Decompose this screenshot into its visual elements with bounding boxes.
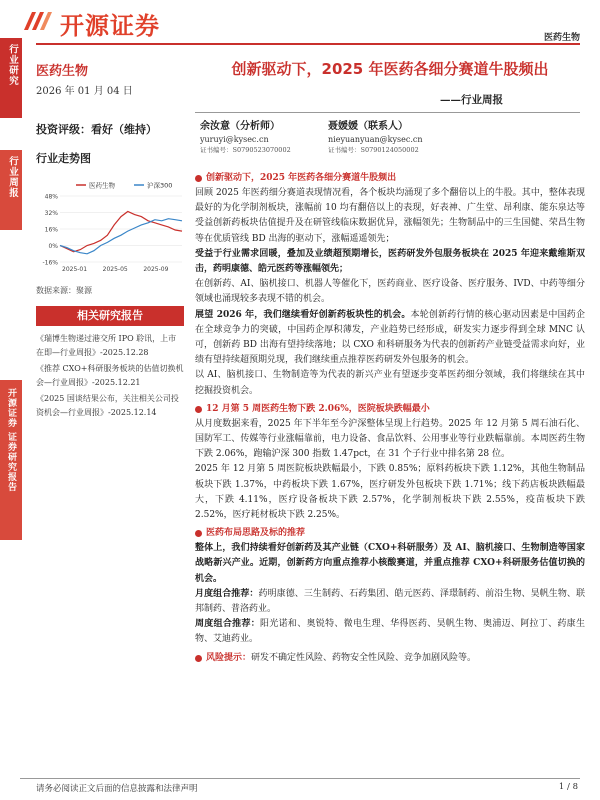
related-report-link[interactable]: 《推荐 CXO+科研服务板块的估值切换机会—行业周报》-2025.12.21 — [36, 364, 184, 387]
analyst-card — [328, 120, 423, 156]
report-title: 创新驱动下，2025 年医药各细分赛道牛股频出 — [231, 60, 549, 78]
analyst-name: 聂媛媛（联系人） — [328, 121, 408, 132]
data-source: 数据来源：聚源 — [36, 286, 92, 295]
side-strip-middle-label: 行业周报 — [7, 156, 18, 198]
body-paragraph — [195, 277, 585, 307]
investment-rating: 投资评级：看好（维持） — [36, 123, 157, 136]
analyst-cert: 证书编号：S0790523070002 — [200, 146, 291, 154]
y-tick-label: 32% — [44, 210, 58, 217]
sector-name: 医药生物 — [36, 64, 89, 79]
header-section-label: 医药生物 — [543, 33, 580, 43]
paragraph-bold: 展望 2026 年，我们继续看好创新药板块性的机会。 — [195, 309, 411, 320]
legend-label: 沪深300 — [147, 181, 173, 190]
related-report-link[interactable]: 《2025 国谈结果公布，关注相关公司投资机会—行业周报》-2025.12.14 — [36, 394, 179, 417]
y-tick-label: 16% — [44, 226, 58, 234]
paragraph-bold: 月度组合推荐： — [195, 588, 259, 599]
footer-divider — [20, 778, 580, 779]
report-body — [195, 168, 585, 666]
body-paragraph — [195, 417, 585, 463]
paragraph-text: 在创新药、AI、脑机接口、机器人等催化下，医药商业、医疗设备、医疗服务、IVD、中药等细分领域也涌现较多表现不错的机会。 — [195, 279, 585, 305]
paragraph-bold: 受益于行业需求回暖，叠加及业绩超预期增长，医药研发外包服务板块在 2025 年迎来戴维斯双击，药明康德、皓元医药等涨幅领先； — [195, 248, 585, 275]
report-subtitle: ——行业周报 — [440, 94, 503, 106]
section-heading-text: 12 月第 5 周医药生物下跌 2.06%，医院板块跌幅最小 — [206, 403, 430, 414]
body-paragraph — [195, 186, 585, 247]
analyst-cert: 证书编号：S0790124050002 — [328, 146, 419, 154]
paragraph-text: 回顾 2025 年医药细分赛道表现情况看，各个板块均涌现了多个翻倍以上的牛股。其中，整体表现最好的为化学制剂板块，涨幅前 10 均有翻倍以上的表现，好表神、广生堂、昂利康、能东泉达等受益创新药板块估值提升及在研管线临床数据优异，涨幅领先；生物制品中的三生国健、荣昌生物等在优质管线 BD 出海的驱动下，涨幅遥遥领先； — [195, 188, 585, 244]
side-strip-middle — [0, 150, 22, 230]
bullet-icon — [195, 655, 202, 662]
paragraph-text: 阳光诺和、奥锐特、微电生理、华得医药、昊帆生物、奥浦迈、阿拉丁、药康生物、艾迪药业。 — [195, 619, 585, 645]
report-date: 2026 年 01 月 04 日 — [36, 86, 133, 97]
section-heading — [195, 526, 585, 541]
related-reports-header: 相关研究报告 — [36, 306, 184, 326]
trend-chart-title: 行业走势图 — [36, 152, 91, 165]
section-heading-text: 医药布局思路及标的推荐 — [206, 528, 306, 539]
y-tick-label: 0% — [48, 243, 58, 250]
series-line — [60, 219, 182, 254]
body-paragraph — [195, 617, 585, 647]
x-tick-label: 2025-05 — [102, 266, 128, 273]
risk-text: 研发不确定性风险、药物安全性风险、竞争加剧风险等。 — [251, 652, 477, 663]
x-tick-label: 2025-01 — [62, 266, 88, 273]
paragraph-bold: 整体上，我们持续看好创新药及其产业链（CXO+科研服务）及 AI、脑机接口、生物制造等国家战略新兴产业。近期，创新药方向重点推荐小核酸赛道，并重点推荐 CXO+科研服务估值切换的机会。 — [195, 543, 585, 584]
logo-mark-icon — [22, 8, 54, 34]
related-reports-list — [36, 332, 184, 422]
paragraph-text: 以 AI、脑机接口、生物制造等为代表的新兴产业有望逐步变革医药细分领域，我们将继续在其中挖掘投资机会。 — [195, 370, 585, 396]
body-paragraph — [195, 368, 585, 398]
analyst-email[interactable]: yuruyi@kysec.cn — [200, 135, 269, 144]
side-strip-bottom-label: 开源证券 证券研究报告 — [6, 388, 16, 493]
legend-label: 医药生物 — [89, 181, 115, 190]
body-paragraph — [195, 247, 585, 277]
bullet-icon — [195, 406, 202, 413]
paragraph-text: 药明康德、三生制药、石药集团、皓元医药、泽璟制药、前沿生物、昊帆生物、联邦制药、普洛药业。 — [195, 588, 585, 615]
body-paragraph — [195, 308, 585, 369]
bullet-icon — [195, 530, 202, 537]
trend-chart — [36, 178, 186, 278]
analyst-email[interactable]: nieyuanyuan@kysec.cn — [328, 135, 423, 144]
analyst-name: 余汝意（分析师） — [200, 121, 280, 132]
header-divider — [36, 43, 580, 45]
section-heading — [195, 402, 585, 417]
side-strip-top — [0, 38, 22, 118]
paragraph-text: 从月度数据来看，2025 年下半年至今沪深整体呈现上行趋势。2025 年 12 月第 5 周石油石化、国防军工、传媒等行业涨幅靠前，电力设备、食品饮料、公用事业等行业跌幅靠前。本周医药生物下跌 2.06%，跑输沪深 300 指数 1.47pct，在 31 个子行业中排名第 28 位。 — [195, 418, 585, 460]
y-tick-label: 48% — [44, 193, 58, 201]
paragraph-text: 2025 年 12 月第 5 周医院板块跌幅最小，下跌 0.85%；原料药板块下跌 1.12%，其他生物制品板块下跌 1.37%，中药板块下跌 1.67%，医疗研发外包板块下跌 1.71%；线下药店板块跌幅最大，下跌 4.11%，医疗设备板块下跌 2.57%，化学制剂板块下跌 2.55%，疫苗板块下跌 2.52%，医疗耗材板块下跌 2.25%。 — [195, 464, 585, 521]
y-tick-label: -16% — [42, 259, 58, 267]
body-paragraph — [195, 587, 585, 617]
side-strip-bottom — [0, 380, 22, 540]
section-heading-text: 创新驱动下，2025 年医药各细分赛道牛股频出 — [206, 173, 397, 183]
page-number: 1 / 8 — [558, 782, 578, 792]
section-heading — [195, 171, 585, 186]
x-tick-label: 2025-09 — [143, 266, 169, 273]
footer-disclaimer[interactable]: 请务必阅读正文后面的信息披露和法律声明 — [36, 784, 198, 794]
side-strip-top-label: 行业研究 — [7, 44, 18, 86]
risk-label: 风险提示： — [206, 652, 252, 663]
analyst-divider — [195, 112, 580, 113]
risk-note — [195, 651, 585, 666]
analyst-card — [200, 120, 291, 156]
paragraph-text: 本轮创新药行情的核心驱动因素是中国药企在全球竞争力的突破，中国药企厚积薄发，产业趋势已经形成，研发实力逐步得到全球 MNC 认可，创新药 BD 出海有望持续落地；以 CXO 和科研服务为代表的创新药产业链受益需求向好，业绩有望持续超预期兑现，我们继续重点推荐医药研发外包服务的机会。 — [195, 309, 585, 366]
paragraph-bold: 周度组合推荐： — [195, 619, 261, 630]
bullet-icon — [195, 175, 202, 182]
logo-text: 开源证券 — [60, 12, 160, 40]
body-paragraph — [195, 462, 585, 523]
related-report-link[interactable]: 《瑞博生物递过港交所 IPO 聆讯，上市在即—行业周报》-2025.12.28 — [36, 334, 177, 357]
body-paragraph — [195, 541, 585, 587]
